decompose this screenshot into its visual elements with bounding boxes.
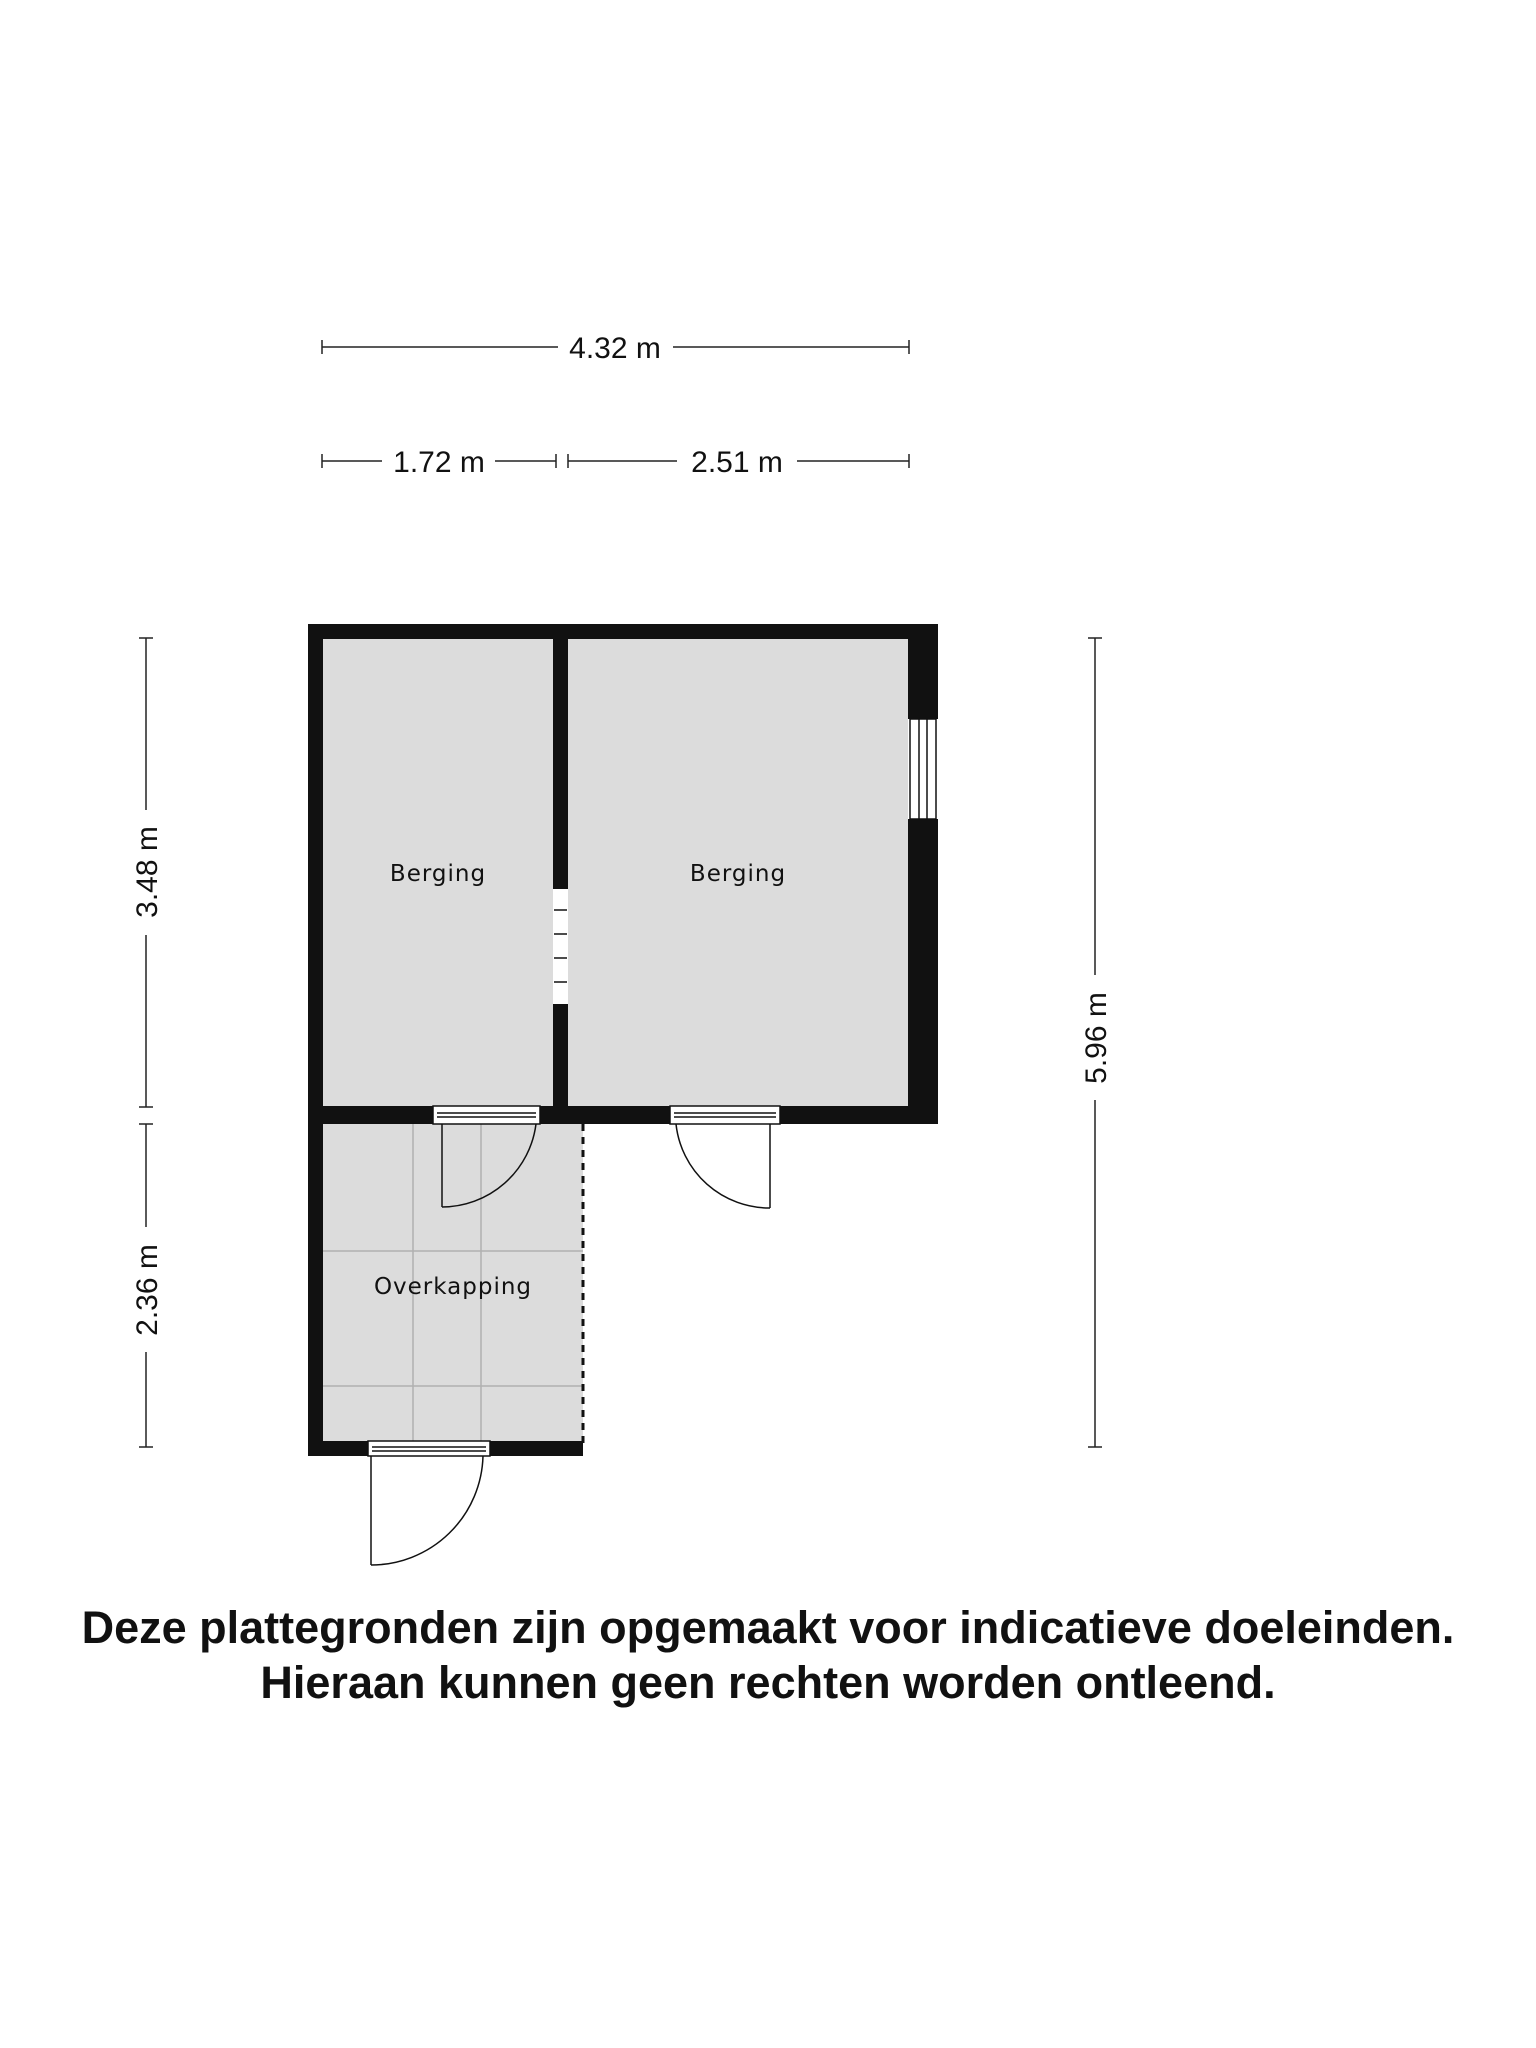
dim-total-height: 5.96 m xyxy=(1080,992,1113,1084)
room-label-berging-left: Berging xyxy=(389,861,487,887)
dim-width-left: 1.72 m xyxy=(393,446,485,479)
wall-mid-horiz-1 xyxy=(323,1106,433,1124)
dim-height-lower: 2.36 m xyxy=(131,1244,164,1336)
disclaimer xyxy=(0,1600,1536,1710)
dim-height-upper: 3.48 m xyxy=(131,826,164,918)
wall-bottom-1 xyxy=(308,1441,368,1456)
wall-right-upper xyxy=(908,624,938,719)
wall-mid-horiz-3 xyxy=(780,1106,938,1124)
floors xyxy=(323,639,908,1441)
door-right-berging xyxy=(670,1106,780,1208)
disclaimer-line-2: Hieraan kunnen geen rechten worden ontleend. xyxy=(260,1657,1276,1708)
wall-right-lower xyxy=(908,819,938,1124)
room-label-berging-right: Berging xyxy=(689,861,787,887)
room-label-overkapping: Overkapping xyxy=(373,1274,533,1300)
door-overkapping xyxy=(368,1441,490,1565)
dim-total-width: 4.32 m xyxy=(569,332,661,365)
wall-bottom-2 xyxy=(490,1441,583,1456)
window-middle xyxy=(554,889,567,1004)
wall-mid-horiz-2 xyxy=(540,1106,670,1124)
dim-width-right: 2.51 m xyxy=(691,446,783,479)
wall-top xyxy=(308,624,938,639)
disclaimer-line-1: Deze plattegronden zijn opgemaakt voor indicatieve doeleinden. xyxy=(81,1602,1455,1653)
wall-middle-upper xyxy=(553,639,568,889)
wall-left xyxy=(308,624,323,1456)
window-right xyxy=(910,719,936,819)
wall-middle-lower xyxy=(553,1004,568,1106)
